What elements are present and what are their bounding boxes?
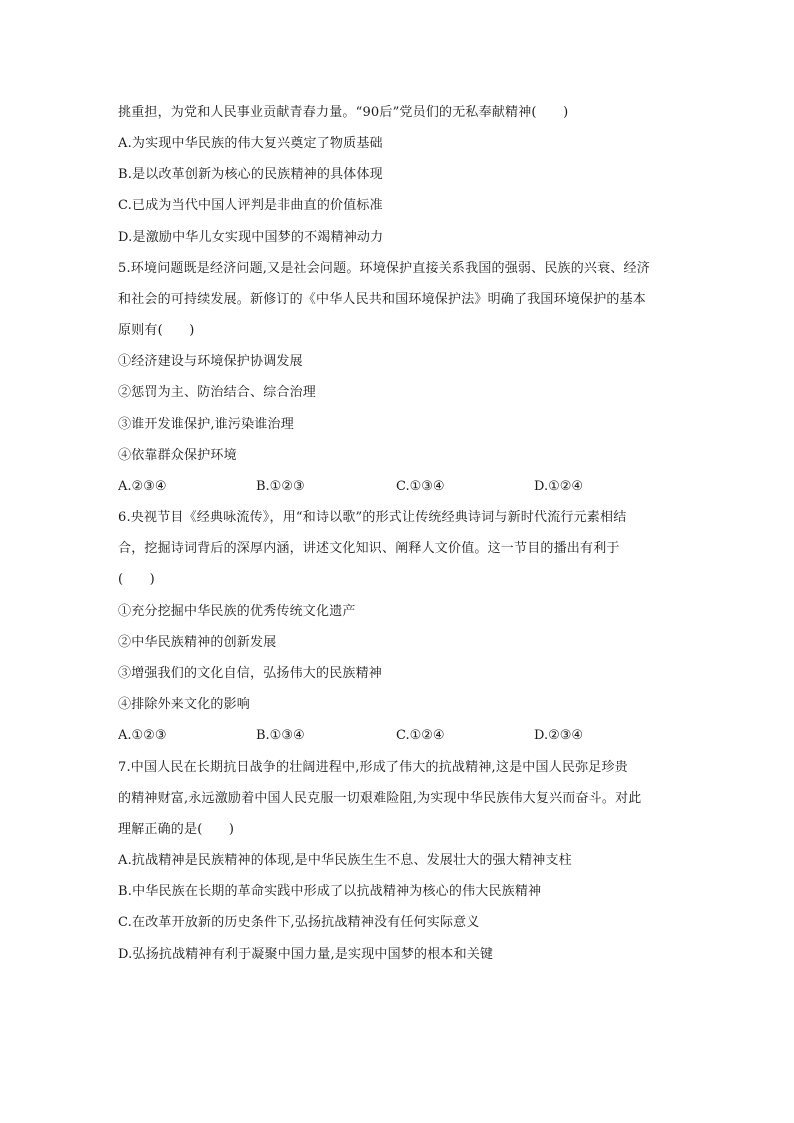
q5-choice-c: C.①③④ [396, 479, 445, 494]
q6-stem-line-3: ( ) [118, 572, 155, 587]
q6-stem-line-1: 6.央视节目《经典咏流传》，用“和诗以歌”的形式让传统经典诗词与新时代流行元素相结 [118, 510, 627, 525]
q5-item-4: ④依靠群众保护环境 [118, 448, 237, 463]
q7-option-b: B.中华民族在长期的革命实践中形成了以抗战精神为核心的伟大民族精神 [118, 884, 542, 899]
q7-stem-line-1: 7.中国人民在长期抗日战争的壮阔进程中,形成了伟大的抗战精神,这是中国人民弥足珍贵 [118, 760, 628, 775]
q6-choice-c: C.①②④ [396, 728, 445, 743]
q5-stem-line-2: 和社会的可持续发展。新修订的《中华人民共和国环境保护法》明确了我国环境保护的基本 [118, 292, 647, 307]
q5-choice-d: D.①②④ [534, 479, 584, 494]
q7-stem-line-3: 理解正确的是( ) [118, 822, 235, 837]
q5-item-3: ③谁开发谁保护,谁污染谁治理 [118, 417, 294, 432]
q6-choice-a: A.①②③ [118, 728, 167, 743]
q6-choice-b: B.①③④ [256, 728, 305, 743]
q5-stem-line-3: 原则有( ) [118, 323, 195, 338]
q4-option-c: C.已成为当代中国人评判是非曲直的价值标准 [118, 198, 383, 213]
q7-option-c: C.在改革开放新的历史条件下,弘扬抗战精神没有任何实际意义 [118, 915, 480, 930]
q5-item-2: ②惩罚为主、防治结合、综合治理 [118, 385, 317, 400]
q7-stem-line-2: 的精神财富,永远激励着中国人民克服一切艰难险阻,为实现中华民族伟大复兴而奋斗。对此 [118, 791, 642, 806]
q4-stem: 挑重担，为党和人民事业贡献青春力量。“90后”党员们的无私奉献精神( ) [118, 105, 569, 120]
q6-choice-d: D.②③④ [534, 728, 584, 743]
q6-item-1: ①充分挖掘中华民族的优秀传统文化遗产 [118, 604, 356, 619]
q5-choice-b: B.①②③ [256, 479, 305, 494]
q5-choice-a: A.②③④ [118, 479, 167, 494]
q6-item-2: ②中华民族精神的创新发展 [118, 635, 277, 650]
q4-option-d: D.是激励中华儿女实现中国梦的不竭精神动力 [118, 230, 384, 245]
q4-option-b: B.是以改革创新为核心的民族精神的具体体现 [118, 167, 383, 182]
q7-option-a: A.抗战精神是民族精神的体现,是中华民族生生不息、发展壮大的强大精神支柱 [118, 853, 572, 868]
q6-stem-line-2: 合，挖掘诗词背后的深厚内涵，讲述文化知识、阐释人文价值。这一节目的播出有利于 [118, 541, 620, 556]
q7-option-d: D.弘扬抗战精神有利于凝聚中国力量,是实现中国梦的根本和关键 [118, 947, 494, 962]
q6-item-4: ④排除外来文化的影响 [118, 697, 251, 712]
q5-item-1: ①经济建设与环境保护协调发展 [118, 354, 303, 369]
q5-stem-line-1: 5.环境问题既是经济问题,又是社会问题。环境保护直接关系我国的强弱、民族的兴衰、经济 [118, 261, 650, 276]
q6-item-3: ③增强我们的文化自信，弘扬伟大的民族精神 [118, 666, 383, 681]
q4-option-a: A.为实现中华民族的伟大复兴奠定了物质基础 [118, 136, 383, 151]
